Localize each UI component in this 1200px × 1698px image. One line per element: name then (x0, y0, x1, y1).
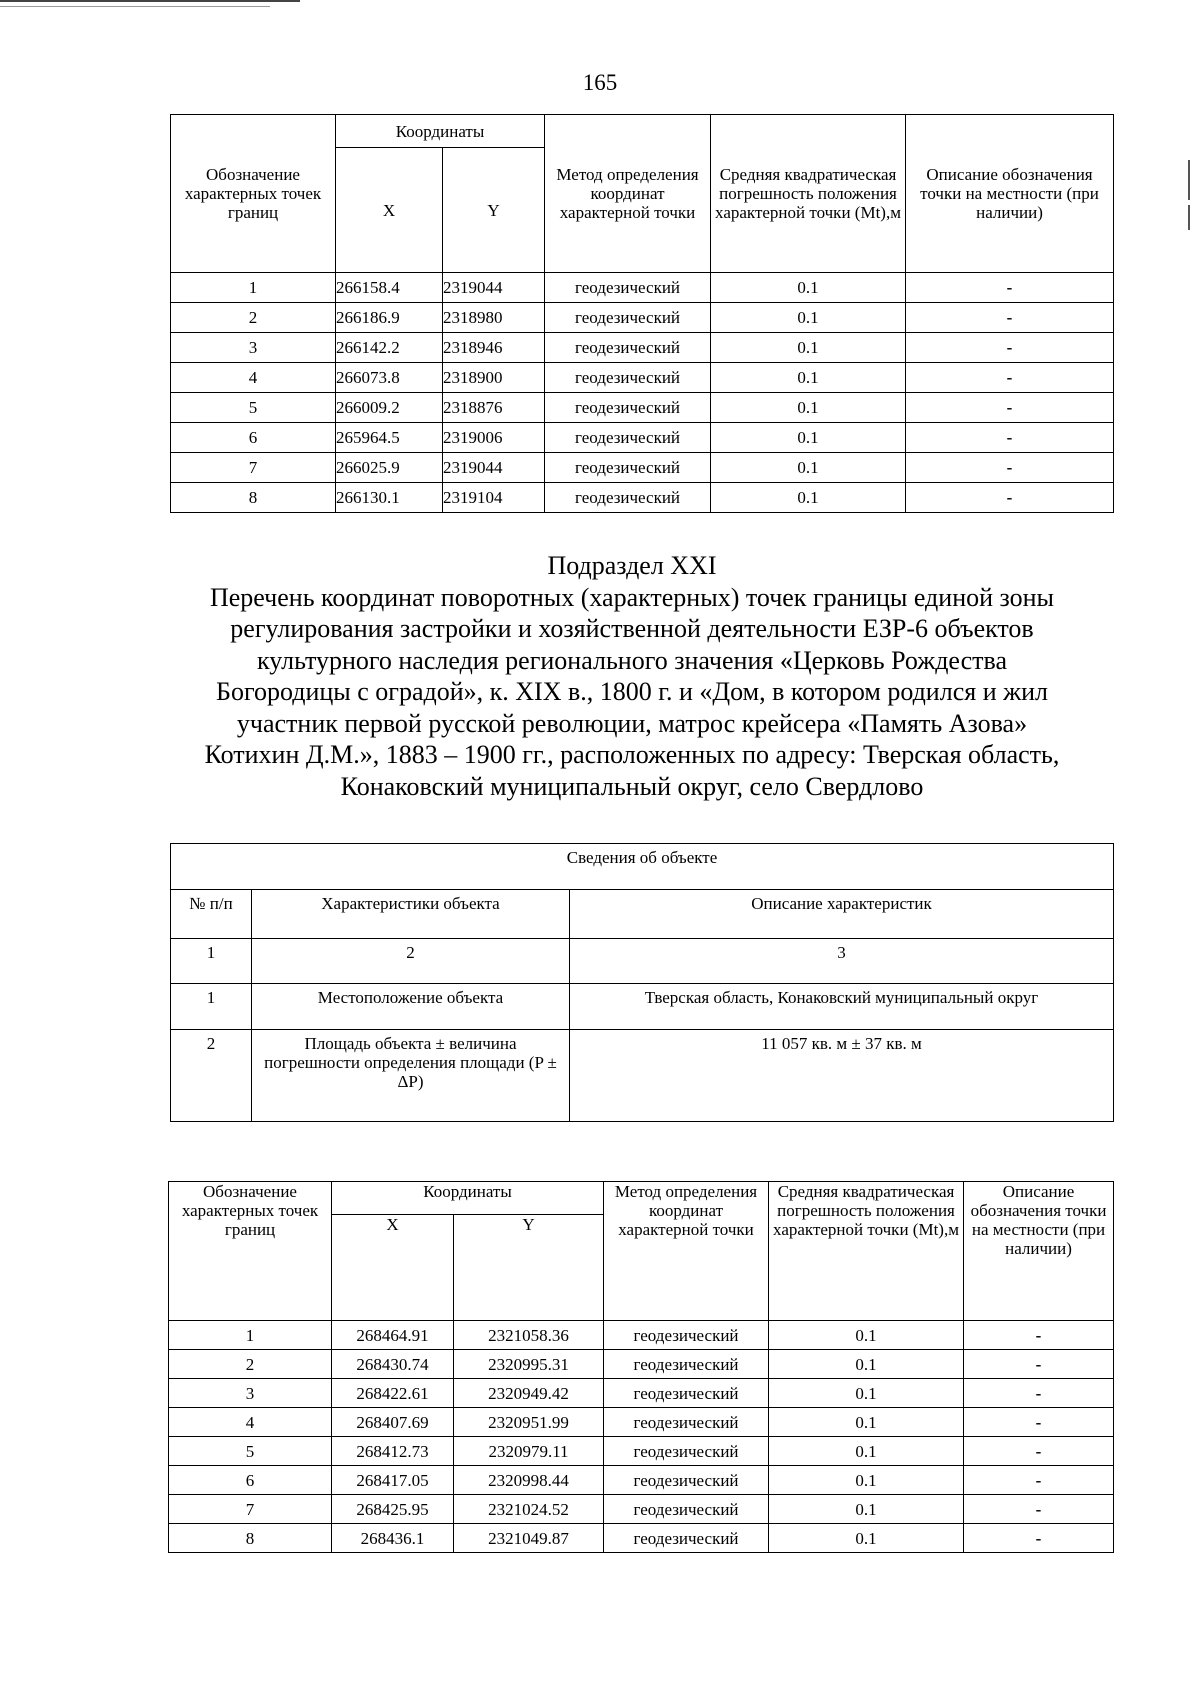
method: геодезический (545, 273, 711, 303)
section-title-block (150, 550, 1114, 802)
table-row (171, 363, 1114, 393)
coord-x: 268422.61 (332, 1379, 454, 1408)
table-row (169, 1321, 1114, 1350)
description: - (906, 423, 1114, 453)
point-number: 3 (171, 333, 336, 363)
error: 0.1 (769, 1321, 964, 1350)
coord-x: 268412.73 (332, 1437, 454, 1466)
coord-x: 268464.91 (332, 1321, 454, 1350)
method: геодезический (604, 1466, 769, 1495)
description: - (964, 1437, 1114, 1466)
coord-y: 2319104 (443, 483, 545, 513)
coord-x: 266025.9 (336, 453, 443, 483)
scan-artifact (0, 0, 300, 2)
object-info-table (170, 843, 1114, 1122)
method: геодезический (604, 1408, 769, 1437)
row-number: 1 (171, 984, 252, 1030)
header-error: Средняя квадратическая погрешность положения характерной точки (Mt),м (769, 1182, 964, 1321)
table-row (171, 984, 1114, 1030)
header-coordinates: Координаты (336, 115, 545, 148)
table-row (171, 483, 1114, 513)
method: геодезический (604, 1524, 769, 1553)
coord-y: 2318980 (443, 303, 545, 333)
coord-x: 266186.9 (336, 303, 443, 333)
section-title-line: Богородицы с оградой», к. XIX в., 1800 г. и «Дом, в котором родился и жил (216, 677, 1048, 706)
description: - (964, 1321, 1114, 1350)
header-y: Y (454, 1215, 604, 1321)
coord-y: 2318900 (443, 363, 545, 393)
coord-x: 268430.74 (332, 1350, 454, 1379)
point-number: 5 (169, 1437, 332, 1466)
point-number: 4 (171, 363, 336, 393)
header-characteristic-description: Описание характеристик (570, 890, 1114, 939)
section-title-line: Конаковский муниципальный округ, село Свердлово (340, 771, 924, 801)
coord-x: 266073.8 (336, 363, 443, 393)
method: геодезический (604, 1321, 769, 1350)
section-title-line: регулирования застройки и хозяйственной деятельности ЕЗР-6 объектов (230, 614, 1034, 643)
coord-y: 2321024.52 (454, 1495, 604, 1524)
coord-y: 2320951.99 (454, 1408, 604, 1437)
coord-y: 2318946 (443, 333, 545, 363)
point-number: 5 (171, 393, 336, 423)
description: - (906, 363, 1114, 393)
table-row (169, 1350, 1114, 1379)
characteristic: Площадь объекта ± величина погрешности определения площади (P ± ΔP) (252, 1030, 570, 1122)
error: 0.1 (711, 423, 906, 453)
point-number: 6 (169, 1466, 332, 1495)
description: - (964, 1495, 1114, 1524)
coord-y: 2321058.36 (454, 1321, 604, 1350)
scan-artifact (1188, 160, 1190, 200)
point-number: 7 (169, 1495, 332, 1524)
method: геодезический (545, 483, 711, 513)
characteristic: Местоположение объекта (252, 984, 570, 1030)
error: 0.1 (769, 1350, 964, 1379)
point-number: 8 (171, 483, 336, 513)
error: 0.1 (769, 1524, 964, 1553)
header-y: Y (443, 148, 545, 273)
description: - (906, 273, 1114, 303)
coordinates-table-2 (168, 1181, 1114, 1553)
section-title-line: Котихин Д.М.», 1883 – 1900 гг., расположенных по адресу: Тверская область, (204, 740, 1060, 769)
error: 0.1 (711, 453, 906, 483)
table-row (171, 333, 1114, 363)
table-row (169, 1524, 1114, 1553)
table-row (169, 1437, 1114, 1466)
section-title-line: Перечень координат поворотных (характерных) точек границы единой зоны (209, 582, 1055, 612)
header-number: № п/п (171, 890, 252, 939)
header-x: X (336, 148, 443, 273)
header-description: Описание обозначения точки на местности (при наличии) (906, 115, 1114, 273)
description: - (964, 1524, 1114, 1553)
coord-x: 268407.69 (332, 1408, 454, 1437)
error: 0.1 (769, 1495, 964, 1524)
method: геодезический (545, 333, 711, 363)
characteristic-value: 11 057 кв. м ± 37 кв. м (570, 1030, 1114, 1122)
point-number: 4 (169, 1408, 332, 1437)
coord-y: 2320998.44 (454, 1466, 604, 1495)
header-method: Метод определения координат характерной точки (604, 1182, 769, 1321)
method: геодезический (604, 1350, 769, 1379)
row-number: 2 (171, 1030, 252, 1122)
description: - (906, 303, 1114, 333)
table-row (169, 1466, 1114, 1495)
method: геодезический (604, 1437, 769, 1466)
coord-y: 2319006 (443, 423, 545, 453)
coord-x: 266130.1 (336, 483, 443, 513)
header-designation: Обозначение характерных точек границ (169, 1182, 332, 1321)
header-error: Средняя квадратическая погрешность положения характерной точки (Mt),м (711, 115, 906, 273)
error: 0.1 (711, 273, 906, 303)
table-row (169, 1408, 1114, 1437)
coord-x: 266009.2 (336, 393, 443, 423)
point-number: 3 (169, 1379, 332, 1408)
coord-x: 266158.4 (336, 273, 443, 303)
column-number: 2 (252, 939, 570, 984)
table-row (171, 423, 1114, 453)
coord-y: 2320979.11 (454, 1437, 604, 1466)
error: 0.1 (769, 1379, 964, 1408)
error: 0.1 (769, 1437, 964, 1466)
column-number: 3 (570, 939, 1114, 984)
error: 0.1 (711, 393, 906, 423)
header-x: X (332, 1215, 454, 1321)
point-number: 8 (169, 1524, 332, 1553)
table-row (171, 273, 1114, 303)
table-row (171, 393, 1114, 423)
coord-y: 2320949.42 (454, 1379, 604, 1408)
method: геодезический (545, 393, 711, 423)
scan-artifact (1188, 205, 1190, 230)
object-info-caption: Сведения об объекте (171, 844, 1114, 890)
coord-x: 265964.5 (336, 423, 443, 453)
table-row (171, 303, 1114, 333)
method: геодезический (604, 1379, 769, 1408)
error: 0.1 (711, 333, 906, 363)
description: - (964, 1466, 1114, 1495)
point-number: 1 (169, 1321, 332, 1350)
description: - (964, 1379, 1114, 1408)
coord-y: 2319044 (443, 273, 545, 303)
coord-y: 2318876 (443, 393, 545, 423)
section-title-line: культурного наследия регионального значения «Церковь Рождества (256, 645, 1007, 675)
error: 0.1 (711, 303, 906, 333)
header-designation: Обозначение характерных точек границ (171, 115, 336, 273)
coord-x: 268436.1 (332, 1524, 454, 1553)
description: - (964, 1408, 1114, 1437)
table-row (171, 1030, 1114, 1122)
table-row (169, 1495, 1114, 1524)
method: геодезический (545, 423, 711, 453)
coordinates-table-1 (170, 114, 1114, 513)
point-number: 2 (171, 303, 336, 333)
page-number: 165 (582, 70, 618, 95)
description: - (906, 333, 1114, 363)
coord-y: 2321049.87 (454, 1524, 604, 1553)
error: 0.1 (711, 363, 906, 393)
coord-y: 2319044 (443, 453, 545, 483)
header-coordinates: Координаты (332, 1182, 604, 1215)
method: геодезический (545, 363, 711, 393)
scan-artifact (0, 6, 270, 7)
point-number: 2 (169, 1350, 332, 1379)
section-heading: Подраздел XXI (547, 551, 717, 580)
method: геодезический (604, 1495, 769, 1524)
coord-y: 2320995.31 (454, 1350, 604, 1379)
method: геодезический (545, 453, 711, 483)
coord-x: 268425.95 (332, 1495, 454, 1524)
point-number: 6 (171, 423, 336, 453)
header-characteristic: Характеристики объекта (252, 890, 570, 939)
coord-x: 266142.2 (336, 333, 443, 363)
point-number: 1 (171, 273, 336, 303)
method: геодезический (545, 303, 711, 333)
description: - (906, 483, 1114, 513)
error: 0.1 (769, 1466, 964, 1495)
description: - (906, 393, 1114, 423)
description: - (906, 453, 1114, 483)
error: 0.1 (711, 483, 906, 513)
header-method: Метод определения координат характерной точки (545, 115, 711, 273)
point-number: 7 (171, 453, 336, 483)
header-description: Описание обозначения точки на местности (при наличии) (964, 1182, 1114, 1321)
table-row (169, 1379, 1114, 1408)
error: 0.1 (769, 1408, 964, 1437)
section-title-line: участник первой русской революции, матрос крейсера «Память Азова» (236, 708, 1028, 738)
description: - (964, 1350, 1114, 1379)
characteristic-value: Тверская область, Конаковский муниципальный округ (570, 984, 1114, 1030)
table-row (171, 453, 1114, 483)
column-number: 1 (171, 939, 252, 984)
coord-x: 268417.05 (332, 1466, 454, 1495)
